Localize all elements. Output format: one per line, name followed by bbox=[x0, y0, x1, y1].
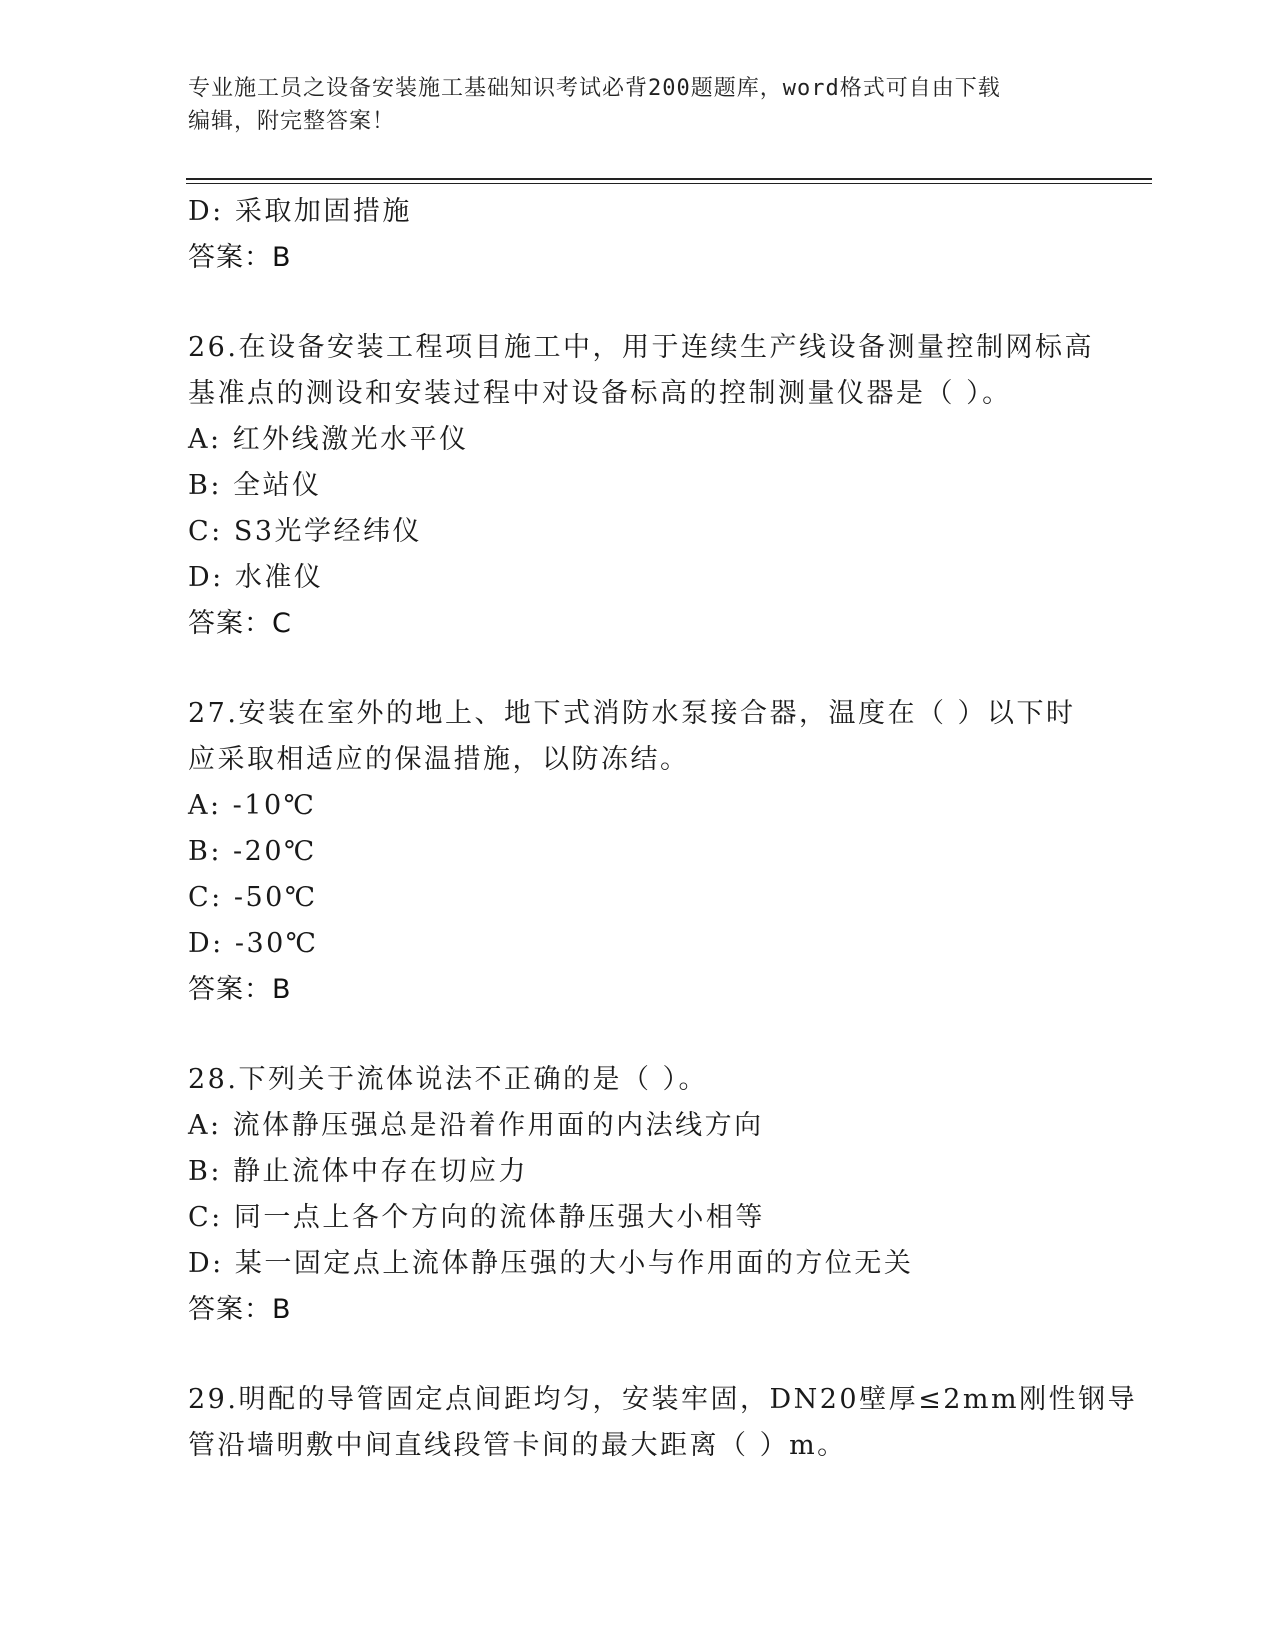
question-29 bbox=[188, 1377, 1138, 1469]
option-d: D: 水准仪 bbox=[188, 562, 324, 593]
header-line-2: 编辑，附完整答案！ bbox=[188, 109, 396, 134]
answer: 答案：B bbox=[188, 974, 292, 1005]
option-c: C: 同一点上各个方向的流体静压强大小相等 bbox=[188, 1202, 765, 1233]
spacer bbox=[188, 647, 1088, 691]
prev-option-d: D: 采取加固措施 bbox=[188, 196, 412, 227]
question-stem: 应采取相适应的保温措施，以防冻结。 bbox=[188, 744, 690, 775]
answer: 答案：C bbox=[188, 608, 292, 639]
question-content bbox=[188, 189, 1138, 1469]
question-stem: 28.下列关于流体说法不正确的是（ ）。 bbox=[188, 1064, 709, 1095]
spacer bbox=[188, 1013, 1088, 1057]
header-line-1: 专业施工员之设备安装施工基础知识考试必背200题题库，word格式可自由下载 bbox=[188, 76, 1001, 101]
question-stem: 26.在设备安装工程项目施工中，用于连续生产线设备测量控制网标高 bbox=[188, 332, 1094, 363]
question-stem: 27.安装在室外的地上、地下式消防水泵接合器，温度在（ ）以下时 bbox=[188, 698, 1076, 729]
question-stem: 管沿墙明敷中间直线段管卡间的最大距离（ ）m。 bbox=[188, 1430, 847, 1461]
question-28 bbox=[188, 1057, 1088, 1333]
question-26 bbox=[188, 325, 1094, 647]
question-27 bbox=[188, 691, 1088, 1013]
option-d: D: 某一固定点上流体静压强的大小与作用面的方位无关 bbox=[188, 1248, 914, 1279]
answer: 答案：B bbox=[188, 1294, 292, 1325]
spacer bbox=[188, 1333, 1088, 1377]
document-header bbox=[188, 72, 1088, 138]
option-b: B: 静止流体中存在切应力 bbox=[188, 1156, 529, 1187]
option-a: A: 流体静压强总是沿着作用面的内法线方向 bbox=[188, 1110, 764, 1141]
option-c: C: -50℃ bbox=[188, 882, 318, 913]
option-a: A: 红外线激光水平仪 bbox=[188, 424, 469, 455]
header-rule-thick bbox=[186, 178, 1152, 180]
question-stem: 基准点的测设和安装过程中对设备标高的控制测量仪器是（ ）。 bbox=[188, 378, 1012, 409]
option-d: D: -30℃ bbox=[188, 928, 319, 959]
question-stem: 29.明配的导管固定点间距均匀，安装牢固，DN20壁厚≤2mm刚性钢导 bbox=[188, 1384, 1138, 1415]
header-rule-thin bbox=[186, 183, 1152, 184]
spacer bbox=[188, 281, 1088, 325]
option-b: B: -20℃ bbox=[188, 836, 317, 867]
option-b: B: 全站仪 bbox=[188, 470, 322, 501]
option-a: A: -10℃ bbox=[188, 790, 317, 821]
option-c: C: S3光学经纬仪 bbox=[188, 516, 423, 547]
prev-answer: 答案：B bbox=[188, 242, 292, 273]
